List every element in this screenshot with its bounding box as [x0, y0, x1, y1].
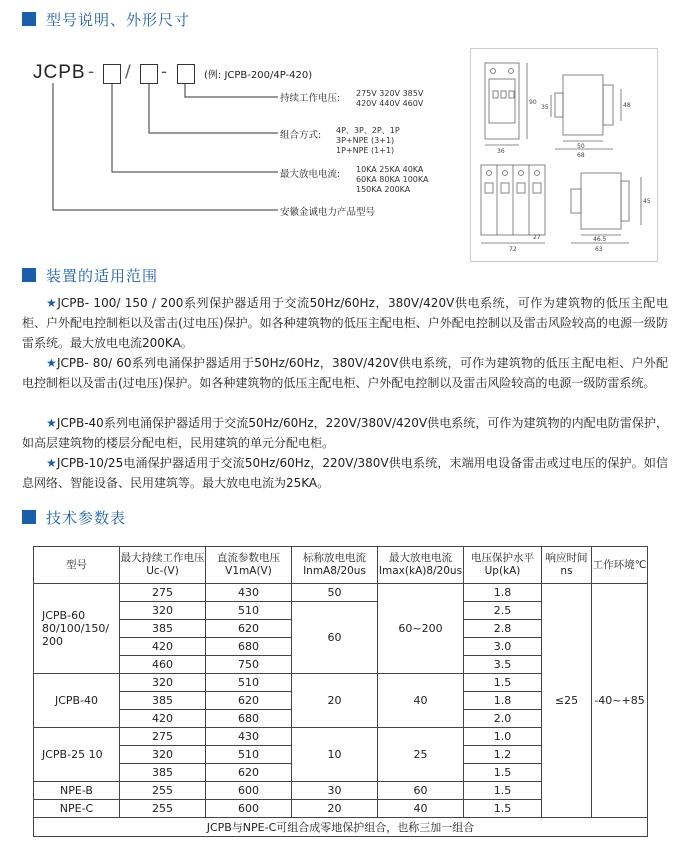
section-title: 型号说明、外形尺寸	[46, 10, 191, 29]
up-cell: 1.5	[464, 800, 542, 818]
v1ma-cell: 430	[206, 584, 292, 602]
v1ma-cell: 600	[206, 800, 292, 818]
in-cell: 30	[292, 782, 378, 800]
up-cell: 3.0	[464, 638, 542, 656]
uc-cell: 320	[120, 602, 206, 620]
up-cell: 1.8	[464, 692, 542, 710]
section-marker-icon	[22, 510, 36, 524]
imax-cell: 40	[378, 674, 464, 728]
dim-35: 35	[541, 104, 549, 111]
imax-cell: 25	[378, 728, 464, 782]
dim-63: 63	[595, 246, 603, 253]
scope-paragraph-3: ★JCPB-40系列电涌保护器适用于交流50Hz/60Hz，220V/380V/420V供电系统，可作为建筑物的内配电防雷保护，如高层建筑物的楼层分配电柜，民用建筑的单元分配电柜。	[22, 416, 668, 450]
col-header-model: 型号	[34, 547, 120, 584]
lead-current-label: 最大放电电流:	[280, 169, 341, 180]
uc-cell: 275	[120, 728, 206, 746]
scope-paragraph-2: ★JCPB- 80/ 60系列电涌保护器适用于50Hz/60Hz，380V/420V供电系统，可作为建筑物的低压主配电柜、户外配电控制柜以及雷击(过电压)保护。如各种建筑物的低压主配电柜、户外配电控制以及雷击风险较高的电源一级防雷系统。	[22, 356, 668, 390]
up-cell: 2.5	[464, 602, 542, 620]
leader-brand	[53, 83, 278, 210]
in-cell: 50	[292, 584, 378, 602]
lead-poles-opts: 4P、3P、2P、1P 3P+NPE (3+1) 1P+NPE (1+1)	[336, 126, 400, 155]
uc-cell: 385	[120, 692, 206, 710]
section-header-specs	[22, 506, 126, 528]
in-cell: 20	[292, 800, 378, 818]
v1ma-cell: 430	[206, 728, 292, 746]
uc-cell: 255	[120, 800, 206, 818]
section-header-scope	[22, 264, 158, 286]
dimension-drawing-svg	[471, 49, 657, 261]
in-cell: 20	[292, 674, 378, 728]
table-footer-row	[34, 818, 648, 837]
up-cell: 1.5	[464, 674, 542, 692]
col-header-env: 工作环境℃	[592, 547, 648, 584]
up-cell: 1.5	[464, 782, 542, 800]
v1ma-cell: 620	[206, 692, 292, 710]
code-dash-1: -	[88, 62, 95, 82]
uc-cell: 460	[120, 656, 206, 674]
model-cell: JCPB-60 80/100/150/ 200	[34, 584, 120, 674]
v1ma-cell: 600	[206, 782, 292, 800]
lead-current-opts: 10KA 25KA 40KA 60KA 80KA 100KA 150KA 200KA	[356, 165, 429, 194]
up-cell: 1.2	[464, 746, 542, 764]
code-leader-lines	[0, 0, 470, 230]
uc-cell: 275	[120, 584, 206, 602]
table-header-row	[34, 547, 648, 584]
table-footnote: JCPB与NPE-C可组合成零地保护组合，也称三加一组合	[34, 818, 648, 837]
dim-68: 68	[577, 152, 585, 159]
col-header-in: 标称放电电流InmA8/20us	[292, 547, 378, 584]
v1ma-cell: 680	[206, 638, 292, 656]
uc-cell: 420	[120, 638, 206, 656]
model-prefix: JCPB	[33, 62, 86, 83]
leader-current	[112, 83, 278, 172]
leader-voltage	[185, 83, 278, 97]
code-dash-2: -	[161, 62, 168, 82]
env-cell: -40~+85	[592, 584, 648, 818]
col-header-v1ma: 直流参数电压V1mA(V)	[206, 547, 292, 584]
imax-cell: 60~200	[378, 584, 464, 674]
up-cell: 2.8	[464, 620, 542, 638]
col-header-uc: 最大持续工作电压Uc-(V)	[120, 547, 206, 584]
up-cell: 1.0	[464, 728, 542, 746]
code-slash: /	[125, 62, 131, 82]
col-header-imax: 最大放电电流Imax(kA)8/20us	[378, 547, 464, 584]
lead-poles-label: 组合方式:	[280, 130, 322, 141]
response-cell: ≤25	[542, 584, 592, 818]
uc-cell: 385	[120, 764, 206, 782]
dim-46-5: 46.5	[593, 236, 607, 243]
uc-cell: 255	[120, 782, 206, 800]
dim-90: 90	[529, 99, 537, 106]
spec-table	[33, 546, 648, 837]
v1ma-cell: 750	[206, 656, 292, 674]
lead-brand-label: 安徽金诚电力产品型号	[280, 207, 376, 218]
model-cell: NPE-C	[34, 800, 120, 818]
leader-poles	[149, 83, 278, 133]
v1ma-cell: 510	[206, 602, 292, 620]
col-header-up: 电压保护水平Up(kA)	[464, 547, 542, 584]
in-cell: 60	[292, 602, 378, 674]
model-cell: JCPB-40	[34, 674, 120, 728]
model-cell: NPE-B	[34, 782, 120, 800]
imax-cell: 40	[378, 800, 464, 818]
scope-paragraph-4: ★JCPB-10/25电涌保护器适用于交流50Hz/60Hz，220V/380V供电系统，末端用电设备雷击或过电压的保护。如信息网络、智能设备、民用建筑等。最大放电电流为25KA。	[22, 456, 668, 490]
dim-27: 27	[533, 234, 541, 241]
lead-voltage-opts: 275V 320V 385V 420V 440V 460V	[356, 89, 424, 108]
scope-paragraph-1: ★JCPB- 100/ 150 / 200系列保护器适用于交流50Hz/60Hz，380V/420V供电系统，可作为建筑物的低压主配电柜、户外配电控制柜以及雷击(过电压)保护。如各种建筑物的低压主配电柜、户外配电控制以及雷击风险较高的电源一级防雷系统。最大放电电流200KA。	[22, 296, 668, 350]
section-marker-icon	[22, 268, 36, 282]
uc-cell: 320	[120, 674, 206, 692]
v1ma-cell: 680	[206, 710, 292, 728]
imax-cell: 60	[378, 782, 464, 800]
col-header-response: 响应时间ns	[542, 547, 592, 584]
up-cell: 1.8	[464, 584, 542, 602]
dimension-drawing	[470, 48, 658, 262]
dim-36: 36	[497, 148, 505, 155]
up-cell: 3.5	[464, 656, 542, 674]
v1ma-cell: 620	[206, 764, 292, 782]
in-cell: 10	[292, 728, 378, 782]
lead-voltage-label: 持续工作电压:	[280, 93, 341, 104]
v1ma-cell: 620	[206, 620, 292, 638]
up-cell: 2.0	[464, 710, 542, 728]
model-cell: JCPB-25 10	[34, 728, 120, 782]
v1ma-cell: 510	[206, 674, 292, 692]
uc-cell: 320	[120, 746, 206, 764]
dim-45: 45	[643, 198, 651, 205]
uc-cell: 385	[120, 620, 206, 638]
dim-48: 48	[623, 102, 631, 109]
up-cell: 1.5	[464, 764, 542, 782]
dim-50: 50	[577, 143, 585, 150]
v1ma-cell: 510	[206, 746, 292, 764]
dim-72: 72	[509, 246, 517, 253]
section-title: 装置的适用范围	[46, 266, 159, 285]
table-row	[34, 584, 648, 602]
uc-cell: 420	[120, 710, 206, 728]
code-example: (例: JCPB-200/4P-420)	[204, 70, 313, 81]
section-title: 技术参数表	[46, 508, 127, 527]
